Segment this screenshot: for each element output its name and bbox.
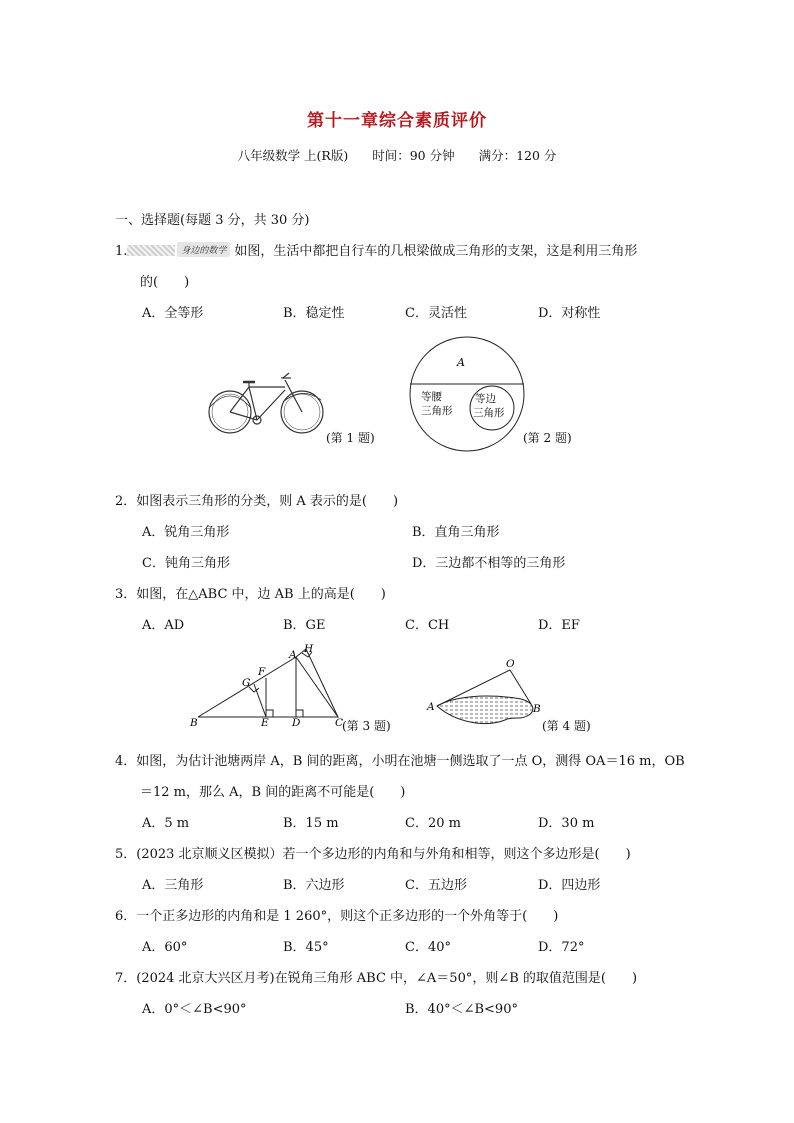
question-text: 如图，生活中都把自行车的几根梁做成三角形的支架，这是利用三角形	[234, 244, 638, 259]
bicycle-figure	[205, 370, 330, 442]
figure-4-caption: (第 4 题)	[542, 719, 591, 733]
q3-option-a: A．AD	[142, 618, 185, 633]
score-label: 满分：120 分	[478, 148, 557, 163]
question-3: 3．如图，在△ABC 中，边 AB 上的高是( )	[115, 587, 386, 602]
equilateral-label-1: 等边	[475, 393, 496, 405]
point-d-label: D	[292, 717, 301, 729]
question-2: 2．如图表示三角形的分类，则 A 表示的是( )	[115, 494, 399, 509]
point-h-label: H	[304, 644, 314, 655]
point-g-label: G	[242, 677, 251, 689]
grade-label: 八年级数学 上(R版)	[237, 148, 349, 163]
q3-option-b: B．GE	[283, 618, 326, 633]
q6-option-a: A．60°	[142, 940, 188, 955]
point-a-label: A	[427, 701, 435, 713]
q1-option-b: B．稳定性	[283, 306, 345, 321]
q5-option-c: C．五边形	[405, 878, 467, 893]
q6-option-b: B．45°	[283, 940, 329, 955]
q6-option-d: D．72°	[538, 940, 585, 955]
question-4-line2: ＝12 m，那么 A，B 间的距离不可能是( )	[140, 785, 406, 800]
region-a-label: A	[457, 356, 465, 369]
question-5: 5．(2023 北京顺义区模拟）若一个多边形的内角和与外角和相等，则这个多边形是( )	[115, 847, 631, 862]
page-title: 第十一章综合素质评价	[307, 111, 487, 131]
equilateral-label-2: 三角形	[473, 407, 505, 419]
q7-option-b: B．40°＜∠B<90°	[405, 1002, 518, 1017]
point-b-label: B	[533, 703, 541, 715]
q5-option-a: A．三角形	[142, 878, 204, 893]
q1-option-c: C．灵活性	[405, 306, 467, 321]
exam-meta	[0, 146, 794, 164]
q2-option-c: C．钝角三角形	[142, 556, 230, 571]
q2-option-d: D．三边都不相等的三角形	[412, 556, 566, 571]
time-label: 时间：90 分钟	[372, 148, 455, 163]
point-c-label: C	[335, 717, 344, 729]
q3-option-d: D．EF	[538, 618, 580, 633]
q4-option-b: B．15 m	[283, 816, 339, 831]
question-7: 7．(2024 北京大兴区月考)在锐角三角形 ABC 中，∠A＝50°，则∠B 的取值范围是( )	[115, 971, 638, 986]
section-heading: 一、选择题(每题 3 分，共 30 分)	[115, 213, 310, 228]
question-1	[115, 240, 637, 259]
question-6: 6．一个正多边形的内角和是 1 260°，则这个正多边形的一个外角等于( )	[115, 909, 559, 924]
q6-option-c: C．40°	[405, 940, 451, 955]
isosceles-label-1: 等腰	[421, 391, 442, 403]
question-number: 1.	[115, 244, 128, 259]
point-o-label: O	[506, 658, 515, 670]
q5-option-d: D．四边形	[538, 878, 601, 893]
q4-option-d: D．30 m	[538, 816, 595, 831]
q5-option-b: B．六边形	[283, 878, 345, 893]
q7-option-a: A．0°＜∠B<90°	[142, 1002, 247, 1017]
question-4: 4．如图，为估计池塘两岸 A，B 间的距离，小明在池塘一侧选取了一点 O，测得 OA＝16 m，OB	[115, 754, 685, 769]
isosceles-label-2: 三角形	[421, 405, 453, 417]
triangle-classification-figure	[405, 334, 530, 454]
figure-3-caption: (第 3 题)	[342, 719, 391, 733]
point-a-label: A	[289, 649, 297, 661]
q4-option-c: C．20 m	[405, 816, 461, 831]
point-b-label: B	[190, 717, 198, 729]
triangle-altitude-figure	[188, 644, 353, 730]
q1-option-d: D．对称性	[538, 306, 601, 321]
point-f-label: F	[258, 666, 266, 678]
tag-badge: 身边的数学	[177, 242, 230, 257]
figure-2-caption: (第 2 题)	[523, 431, 572, 445]
figure-1-caption: (第 1 题)	[326, 431, 375, 445]
q2-option-a: A．锐角三角形	[142, 525, 230, 540]
pond-figure	[425, 656, 545, 726]
q1-option-a: A．全等形	[142, 306, 204, 321]
point-e-label: E	[261, 717, 269, 729]
q4-option-a: A．5 m	[142, 816, 190, 831]
q2-option-b: B．直角三角形	[412, 525, 500, 540]
question-1-line2: 的( )	[140, 275, 190, 290]
tag-decoration	[127, 245, 175, 256]
q3-option-c: C．CH	[405, 618, 450, 633]
